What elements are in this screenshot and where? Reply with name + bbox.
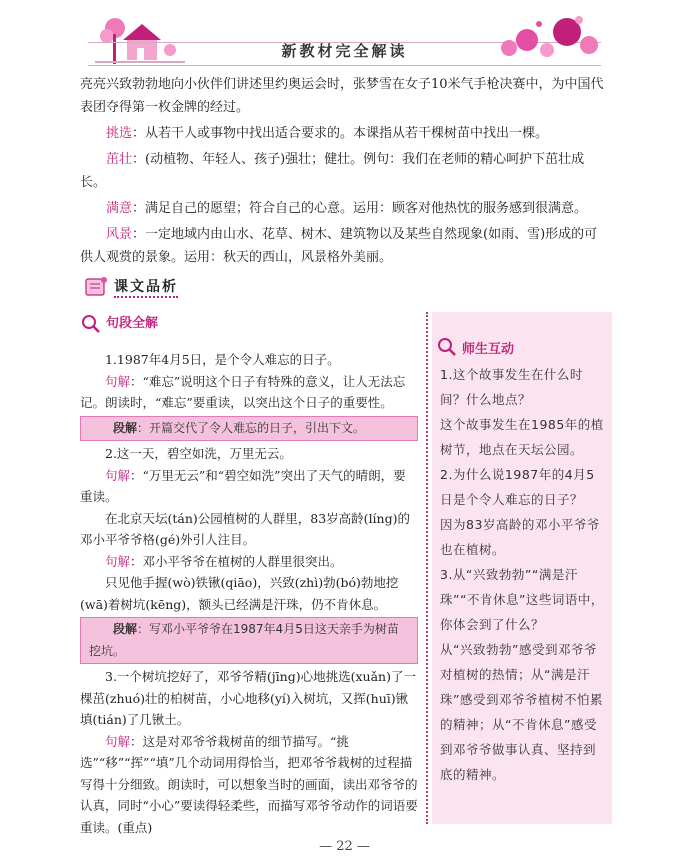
answer: 从“兴致勃勃”感受到邓爷爷对植树的热情；从“满是汗珠”感受到邓爷爷植树不怕累的精神；从“不肯休息”感受到邓爷爷做事认真、坚持到底的精神。 (440, 642, 603, 782)
text-excerpt: 只见他手握(wò)铁锹(qiāo)，兴致(zhì)勃(bó)勃地挖(wā)着树坑(kēng)，额头已经满是汗珠，仍不肯休息。 (80, 575, 399, 612)
sentence-note (80, 731, 418, 839)
right-subheading (436, 336, 612, 358)
sentence-note (80, 371, 418, 414)
note-text: ：“万里无云”和“碧空如洗”突出了天气的晴朗，要重读。 (80, 467, 406, 504)
vocab-definition: ：(动植物、年轻人、孩子)强壮；健壮。例句：我们在老师的精心呵护下茁壮成长。 (80, 152, 585, 190)
teacher-student-panel (432, 312, 612, 824)
paragraph-note-box (80, 416, 418, 442)
note-text: ：“难忘”说明这个日子有特殊的意义，让人无法忘记。朗读时，“难忘”要重读，以突出这个日子的重要性。 (80, 373, 406, 410)
note-label: 段解 (113, 420, 138, 435)
note-text: ：这是对邓爷爷栽树苗的细节描写。“挑选”“移”“挥”“填”几个动词用得恰当，把邓爷爷栽树的过程描写得十分细致。朗读时，可以想象当时的画面，读出邓爷爷的认真，同时“小心”要读得轻柔些，而描写邓爷爷动作的词语要重读。(重点) (80, 733, 418, 835)
vocab-item-fengjing (80, 223, 610, 269)
vocab-definition: ：满足自己的愿望；符合自己的心意。运用：顾客对他热忱的服务感到很满意。 (132, 201, 588, 216)
vocab-word: 满意 (106, 201, 133, 216)
vocab-item-tiaoxuan (80, 122, 610, 145)
qa-list (432, 358, 612, 787)
note-label: 句解 (105, 373, 131, 389)
paragraph-note-box (80, 617, 418, 664)
intro-section (80, 73, 610, 272)
text-excerpt: 2.这一天，碧空如洗，万里无云。 (105, 446, 292, 461)
page-number: — 22 — (319, 839, 370, 854)
vocab-word: 茁壮 (106, 152, 133, 167)
answer: 这个故事发生在1985年的植树节，地点在天坛公园。 (440, 417, 604, 457)
text-excerpt: 在北京天坛(tán)公园植树的人群里，83岁高龄(líng)的邓小平爷爷格(gé)外引人注目。 (80, 510, 410, 547)
section-title: 课文品析 (114, 276, 178, 298)
left-subheading-text: 句段全解 (106, 316, 159, 332)
note-label: 句解 (105, 467, 131, 483)
vocab-definition: ：从若干人或事物中找出适合要求的。本课指从若干棵树苗中找出一棵。 (132, 126, 549, 141)
note-text: ：开篇交代了令人难忘的日子，引出下文。 (137, 420, 366, 435)
page-header (0, 0, 689, 70)
answer: 因为83岁高龄的邓小平爷爷也在植树。 (440, 517, 600, 557)
splash-decoration-icon (479, 10, 609, 65)
left-subheading (80, 313, 418, 335)
note-label: 句解 (105, 553, 131, 569)
vocab-item-zhuozhuang (80, 148, 610, 194)
vocab-word: 挑选 (106, 126, 133, 141)
vocab-definition: ：一定地域内由山水、花草、树木、建筑物以及某些自然现象(如雨、雪)形成的可供人观赏的景象。运用：秋天的西山，风景格外美丽。 (80, 227, 598, 265)
sentence-note (80, 465, 418, 508)
question: 1.这个故事发生在什么时间？什么地点？ (440, 367, 583, 407)
column-divider (426, 312, 428, 824)
question: 2.为什么说1987年的4月5日是个令人难忘的日子？ (440, 467, 595, 507)
note-label: 句解 (105, 733, 131, 749)
magnifier-icon (436, 336, 458, 358)
text-excerpt: 3.一个树坑挖好了，邓爷爷精(jīng)心地挑选(xuǎn)了一棵茁(zhuó)壮的柏树苗，小心地移(yí)入树坑，又挥(huī)锹填(tián)了几锹土。 (80, 669, 416, 727)
note-text: ：写邓小平爷爷在1987年4月5日这天亲手为树苗挖坑。 (89, 622, 399, 658)
note-label: 段解 (113, 622, 138, 636)
notebook-icon (84, 276, 108, 298)
vocab-word: 风景 (106, 227, 133, 242)
intro-paragraph: 亮亮兴致勃勃地向小伙伴们讲述里约奥运会时，张梦雪在女子10米气手枪决赛中，为中国代表团夺得第一枚金牌的经过。 (80, 77, 604, 115)
sentence-analysis-column (80, 313, 418, 838)
note-text: ：邓小平爷爷在植树的人群里很突出。 (130, 553, 343, 569)
magnifier-icon (80, 313, 102, 335)
right-subheading-text: 师生互动 (462, 341, 515, 357)
section-header (84, 274, 178, 300)
question: 3.从“兴致勃勃”“满是汗珠”“不肯休息”这些词语中，你体会到了什么？ (440, 567, 604, 632)
text-excerpt: 1.1987年4月5日，是个令人难忘的日子。 (105, 352, 340, 367)
page-title: 新教材完全解读 (281, 42, 408, 60)
vocab-item-manyi (80, 197, 610, 220)
sentence-note (80, 551, 418, 573)
